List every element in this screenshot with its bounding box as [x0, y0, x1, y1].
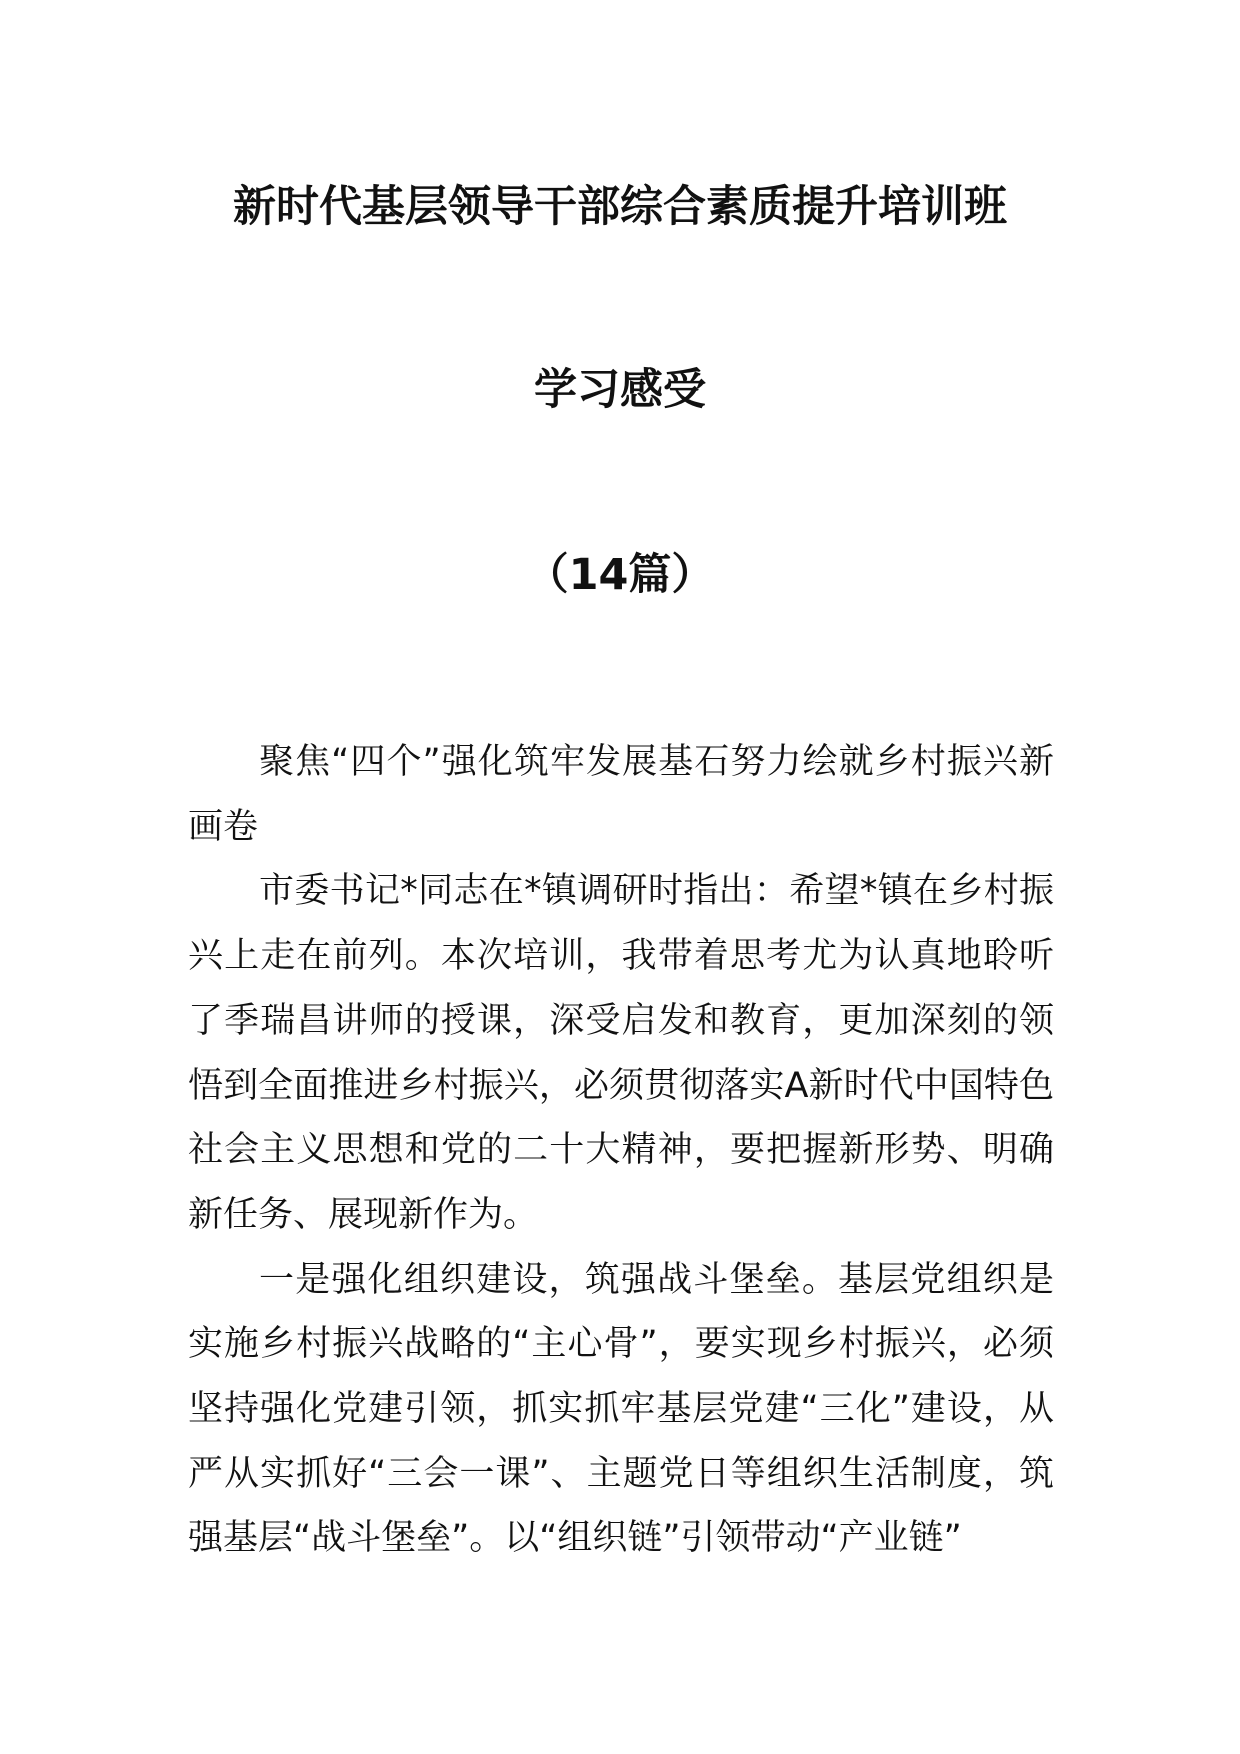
paragraph-intro: 市委书记*同志在*镇调研时指出：希望*镇在乡村振兴上走在前列。本次培训，我带着思考尤为认真地聆听了季瑞昌讲师的授课，深受启发和教育，更加深刻的领悟到全面推进乡村振兴，必须贯彻落实A新时代中国特色社会主义思想和党的二十大精神，要把握新形势、明确新任务、展现新作为。	[188, 871, 1054, 1235]
document-title-line-2: 学习感受	[534, 365, 706, 415]
paragraph-subtitle: 聚焦“四个”强化筑牢发展基石努力绘就乡村振兴新画卷	[188, 742, 1054, 847]
document-title-count: （14篇）	[525, 550, 715, 600]
document-title-line-1: 新时代基层领导干部综合素质提升培训班	[233, 182, 1007, 232]
paragraph-point-one: 一是强化组织建设，筑强战斗堡垒。基层党组织是实施乡村振兴战略的“主心骨”，要实现乡村振兴，必须坚持强化党建引领，抓实抓牢基层党建“三化”建设，从严从实抓好“三会一课”、主题党日等组织生活制度，筑强基层“战斗堡垒”。以“组织链”引领带动“产业链”	[188, 1259, 1054, 1559]
document-body	[188, 730, 1054, 1571]
